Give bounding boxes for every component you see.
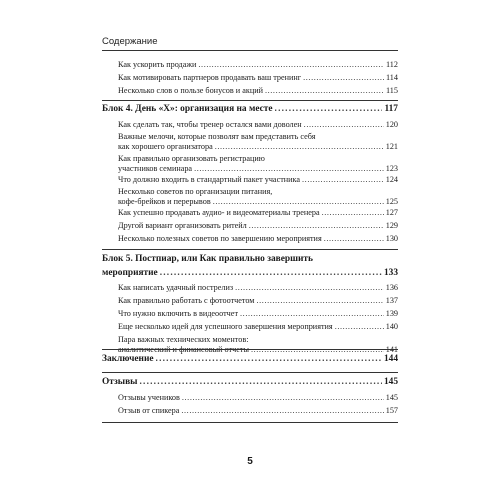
toc-entry-page: 139	[385, 309, 398, 318]
toc-entry-title: Несколько советов по организации питания,	[118, 187, 273, 196]
toc-entry[interactable]	[102, 86, 398, 96]
section-divider	[102, 100, 398, 101]
toc-block-page: 144	[383, 354, 398, 364]
toc-block-page: 133	[383, 268, 398, 278]
toc-entry-page: 124	[385, 175, 398, 184]
toc-leader	[213, 197, 384, 207]
toc-entry-title: Как правильно организовать регистрацию	[118, 154, 265, 163]
toc-entry-title-cont: аналитический и финансовый отчеты	[118, 345, 249, 354]
toc-entry-title: Отзыв от спикера	[118, 406, 180, 415]
section-divider	[102, 422, 398, 423]
toc-entry[interactable]	[102, 60, 398, 70]
toc-entry-title: Важные мелочи, которые позволят вам представить себя	[118, 132, 316, 141]
toc-entry-title: Несколько слов о пользе бонусов и акций	[118, 86, 263, 95]
toc-entry[interactable]	[102, 296, 398, 306]
toc-entry-title: Несколько полезных советов по завершению мероприятия	[118, 234, 322, 243]
toc-leader	[275, 104, 383, 114]
toc-entry-title: Пара важных технических моментов:	[118, 335, 249, 344]
toc-leader	[160, 268, 382, 278]
toc-block-heading[interactable]	[102, 354, 398, 364]
section-divider	[102, 349, 398, 350]
toc-entry[interactable]	[102, 283, 398, 293]
toc-entry[interactable]	[102, 234, 398, 244]
toc-leader	[257, 296, 384, 306]
toc-entry-page: 141	[385, 345, 398, 354]
toc-leader	[324, 234, 384, 244]
toc-entry-title: Как написать удачный пострелиз	[118, 283, 234, 292]
toc-entry-title-cont: участников семинара	[118, 164, 193, 173]
toc-leader	[304, 120, 384, 130]
toc-entry[interactable]	[102, 120, 398, 130]
toc-entry-title: Как ускорить продажи	[118, 60, 197, 69]
toc-entry[interactable]	[102, 187, 398, 207]
toc-entry[interactable]	[102, 406, 398, 416]
toc-entry-page: 130	[385, 234, 398, 243]
section-divider	[102, 249, 398, 250]
toc-leader	[156, 354, 382, 364]
toc-entry-title: Еще несколько идей для успешного завершения мероприятия	[118, 322, 333, 331]
toc-block-title: Отзывы	[102, 377, 138, 387]
toc-entry-title: Как правильно работать с фотоотчетом	[118, 296, 255, 305]
toc-entry-title-cont: кофе-брейков и перерывов	[118, 197, 211, 206]
toc-entry-page: 127	[385, 208, 398, 217]
toc-entry-title: Что нужно включить в видеоотчет	[118, 309, 239, 318]
toc-entry-page: 125	[385, 197, 398, 206]
toc-leader	[182, 393, 384, 403]
toc-block-page: 117	[384, 104, 398, 114]
toc-leader	[335, 322, 384, 332]
page-number: 5	[247, 456, 253, 467]
toc-entry-title-cont: как хорошего организатора	[118, 142, 213, 151]
toc-entry-title: Отзывы учеников	[118, 393, 180, 402]
toc-entry-page: 136	[385, 283, 398, 292]
toc-entry[interactable]	[102, 309, 398, 319]
toc-leader	[265, 86, 384, 96]
toc-entry[interactable]	[102, 175, 398, 185]
toc-entry-page: 145	[385, 393, 398, 402]
toc-entry-title: Как успешно продавать аудио- и видеоматериалы тренера	[118, 208, 320, 217]
toc-entry-title: Что должно входить в стандартный пакет участника	[118, 175, 301, 184]
toc-entry[interactable]	[102, 322, 398, 332]
toc-block-heading-cont[interactable]	[102, 268, 398, 278]
section-divider	[102, 372, 398, 373]
toc-leader	[198, 60, 384, 70]
toc-leader	[215, 142, 384, 152]
toc-entry-page: 129	[385, 221, 398, 230]
toc-leader	[181, 406, 383, 416]
toc-block-title: Блок 4. День «Х»: организация на месте	[102, 104, 273, 114]
toc-entry[interactable]	[102, 335, 398, 355]
toc-block-title: Заключение	[102, 354, 154, 364]
toc-entry-title: Другой вариант организовать ритейл	[118, 221, 247, 230]
toc-block-heading[interactable]	[102, 254, 398, 264]
toc-entry-title: Как сделать так, чтобы тренер остался вами доволен	[118, 120, 302, 129]
toc-block-title-cont: мероприятие	[102, 268, 158, 278]
toc-entry-page: 115	[386, 86, 398, 95]
toc-block-page: 145	[383, 377, 398, 387]
toc-entry-page: 112	[386, 60, 398, 69]
toc-leader	[303, 73, 384, 83]
toc-entry-title: Как мотивировать партнеров продавать ваш тренинг	[118, 73, 302, 82]
header-rule	[102, 50, 398, 51]
toc-entry[interactable]	[102, 73, 398, 83]
toc-block-heading[interactable]	[102, 104, 398, 114]
toc-entry-page: 157	[385, 406, 398, 415]
toc-entry-page: 137	[385, 296, 398, 305]
toc-entry[interactable]	[102, 221, 398, 231]
toc-entry-page: 121	[385, 142, 398, 151]
toc-entry-page: 114	[386, 73, 398, 82]
toc-entry[interactable]	[102, 393, 398, 403]
toc-leader	[240, 309, 384, 319]
toc-leader	[235, 283, 384, 293]
running-head: Содержание	[102, 36, 158, 47]
toc-entry[interactable]	[102, 208, 398, 218]
toc-leader	[139, 377, 381, 387]
toc-entry[interactable]	[102, 132, 398, 152]
toc-entry-page: 140	[385, 322, 398, 331]
toc-leader	[194, 164, 384, 174]
toc-block-title: Блок 5. Постпиар, или Как правильно завершить	[102, 254, 313, 264]
toc-leader	[249, 221, 384, 231]
toc-entry[interactable]	[102, 154, 398, 174]
toc-entry-page: 120	[385, 120, 398, 129]
toc-block-heading[interactable]	[102, 377, 398, 387]
toc-entry-page: 123	[385, 164, 398, 173]
toc-leader	[302, 175, 384, 185]
toc-leader	[322, 208, 384, 218]
